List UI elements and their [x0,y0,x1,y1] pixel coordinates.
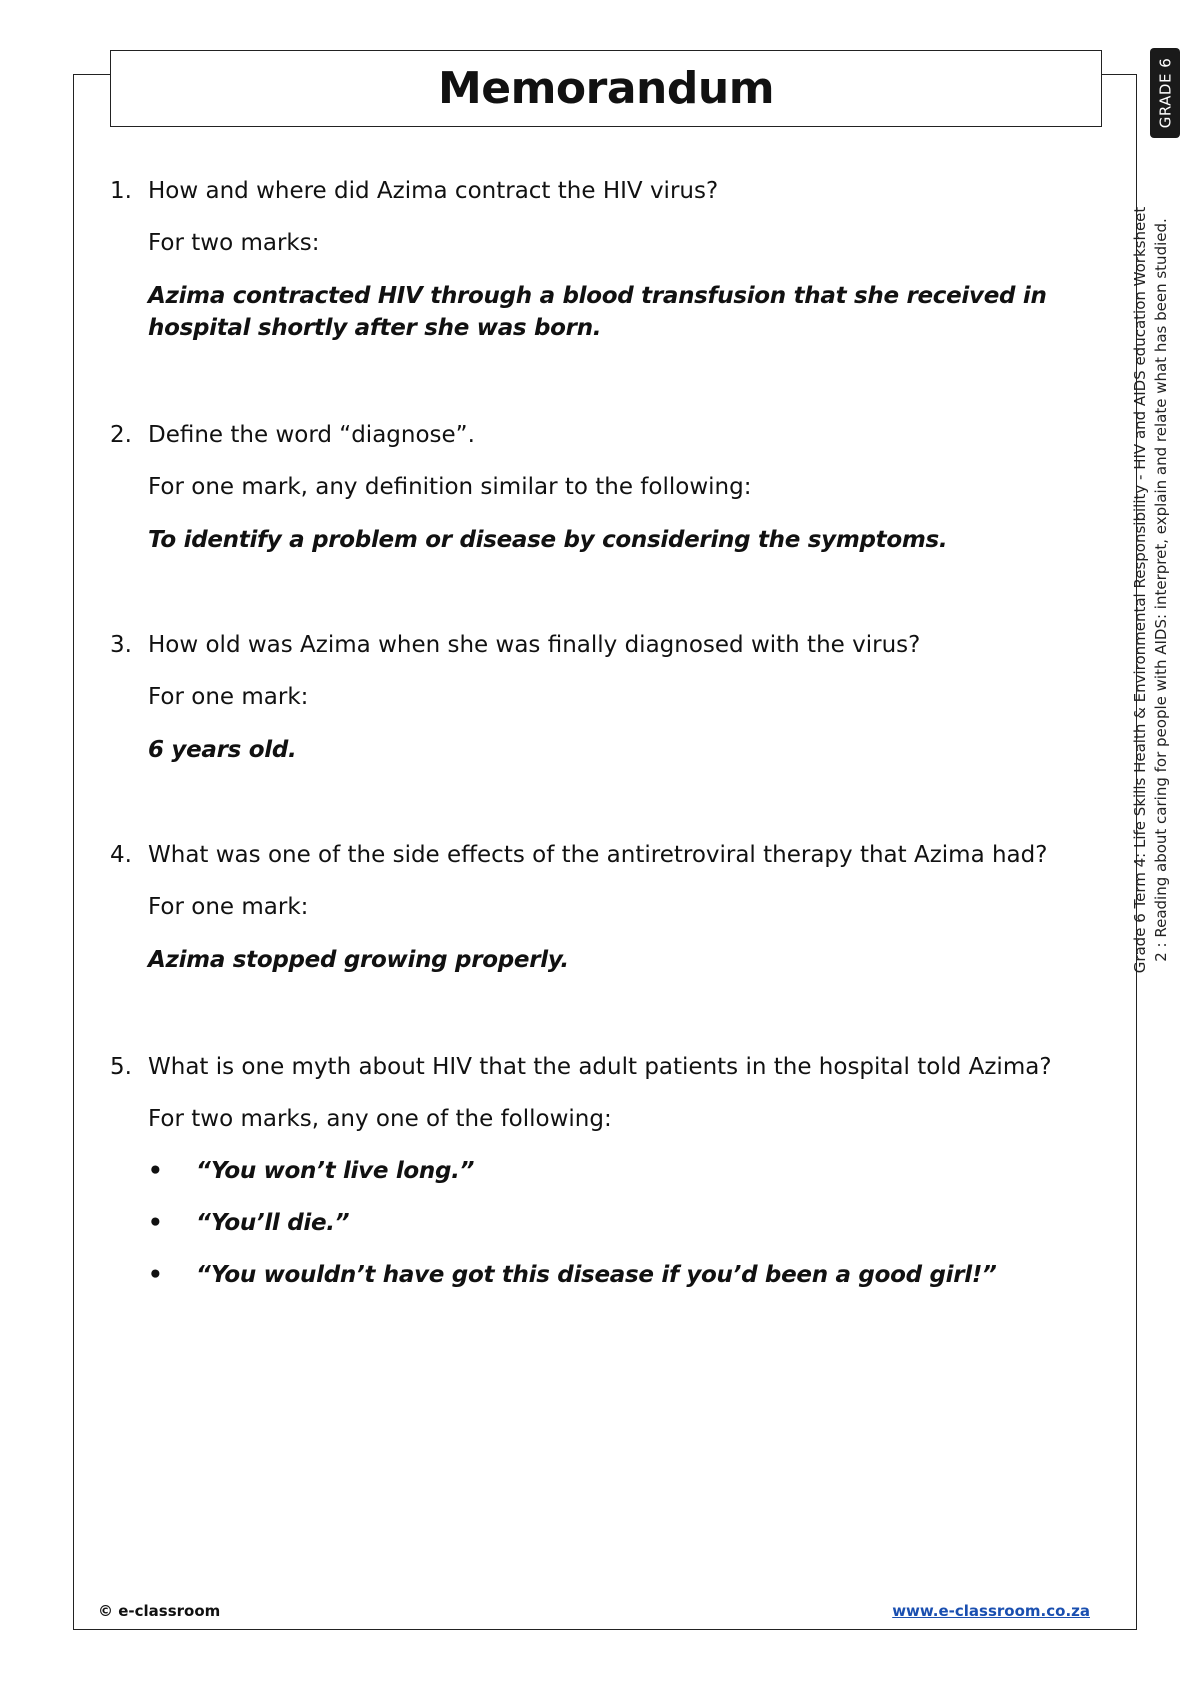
question-5 [110,1052,1090,1290]
grade-label: GRADE 6 [1156,57,1175,129]
title-box [110,50,1102,127]
marks-note: For two marks, any one of the following: [148,1106,612,1132]
sidebar-line-2: 2 : Reading about caring for people with AIDS: interpret, explain and relate what has been studied. [1152,218,1170,962]
grade-tab [1150,48,1180,138]
bullet-icon: • [148,1262,163,1288]
question-number: 2. [110,422,132,448]
myth-text: “You won’t live long.” [196,1158,475,1184]
question-number: 5. [110,1054,132,1080]
questions-list [110,176,1090,1312]
myth-list [148,1156,1090,1290]
question-number: 1. [110,178,132,204]
question-text: What was one of the side effects of the antiretroviral therapy that Azima had? [148,842,1048,868]
question-text: How old was Azima when she was finally diagnosed with the virus? [148,632,921,658]
question-3 [110,630,1090,840]
bullet-icon: • [148,1210,163,1236]
copyright-text: © e-classroom [98,1602,221,1620]
question-1 [110,176,1090,420]
question-2 [110,420,1090,630]
answer-text: To identify a problem or disease by considering the symptoms. [148,527,948,553]
sidebar-description [1130,160,1172,1020]
question-4 [110,840,1090,1052]
answer-text: Azima stopped growing properly. [148,947,569,973]
list-item [148,1260,1090,1290]
question-number: 4. [110,842,132,868]
marks-note: For two marks: [148,230,320,256]
question-text: What is one myth about HIV that the adult patients in the hospital told Azima? [148,1054,1052,1080]
answer-text: 6 years old. [148,737,297,763]
marks-note: For one mark: [148,684,309,710]
marks-note: For one mark, any definition similar to the following: [148,474,752,500]
myth-text: “You’ll die.” [196,1210,350,1236]
marks-note: For one mark: [148,894,309,920]
bullet-icon: • [148,1158,163,1184]
list-item [148,1208,1090,1238]
question-number: 3. [110,632,132,658]
question-text: Define the word “diagnose”. [148,422,475,448]
question-text: How and where did Azima contract the HIV virus? [148,178,719,204]
website-link[interactable]: www.e-classroom.co.za [892,1602,1090,1620]
answer-text: Azima contracted HIV through a blood transfusion that she received in hospital shortly after she was born. [148,283,1047,341]
page-title: Memorandum [437,63,775,114]
sidebar-line-1: Grade 6 Term 4: Life Skills Health & Environmental Responsibility - HIV and AIDS education Worksheet [1131,206,1149,974]
list-item [148,1156,1090,1186]
myth-text: “You wouldn’t have got this disease if you’d been a good girl!” [196,1262,997,1288]
